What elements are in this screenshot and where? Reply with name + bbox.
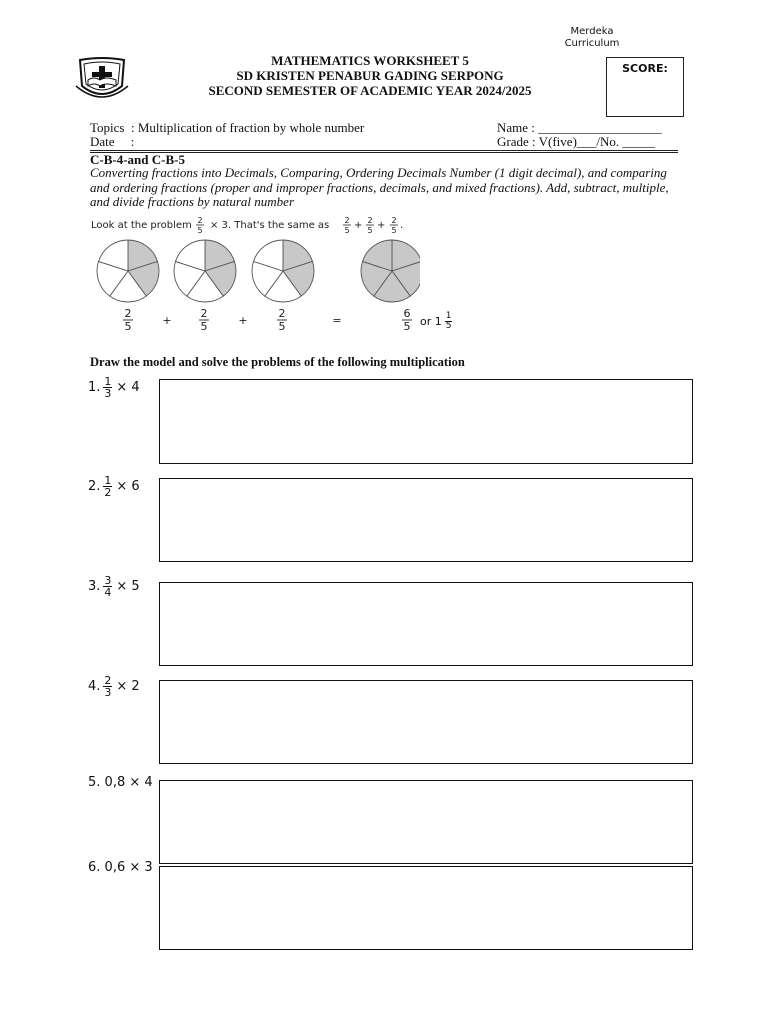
competency-codes: C-B-4-and C-B-5 [90,152,185,167]
answer-box-5[interactable] [159,780,693,864]
question-2: 2. $\frac{1}{2}$ × 6 [88,474,140,499]
svg-text:2: 2 [124,307,132,320]
svg-text:2: 2 [197,216,203,225]
example-mixed-result: or 1 $\frac{1}{5}$ [420,311,452,331]
school-name: SD KRISTEN PENABUR GADING SERPONG [236,68,504,83]
svg-text:5: 5 [278,320,286,332]
semester-title: SECOND SEMESTER OF ACADEMIC YEAR 2024/2025 [208,83,532,98]
question-4: 4. $\frac{2}{3}$ × 2 [88,674,140,699]
svg-text:2: 2 [344,216,350,225]
score-label: SCORE: [622,62,668,75]
svg-text:5: 5 [124,320,132,332]
instruction: Draw the model and solve the problems of the following multiplication [90,355,465,369]
svg-text:5: 5 [403,320,411,332]
svg-text:2: 2 [278,307,286,320]
svg-text:2: 2 [391,216,397,225]
topics-line: Topics : Multiplication of fraction by whole number [90,120,365,135]
svg-text:5: 5 [344,226,350,235]
svg-text:.: . [400,220,404,231]
fraction-pie-models [97,240,420,302]
answer-box-2[interactable] [159,478,693,562]
svg-text:5: 5 [197,226,203,235]
score-box[interactable] [606,57,684,117]
answer-box-3[interactable] [159,582,693,666]
answer-box-1[interactable] [159,379,693,464]
svg-text:5: 5 [200,320,208,332]
question-6: 6. 0,6 × 3 [88,860,153,875]
svg-text:2: 2 [200,307,208,320]
svg-text:+: + [377,220,386,231]
svg-text:2: 2 [367,216,373,225]
example-times: × 3. That's the same as [210,220,330,231]
header-divider [90,150,678,151]
name-line[interactable]: Name : ___________________ [497,120,662,135]
curriculum-label: Merdeka Curriculum [564,26,620,49]
worked-example [90,214,420,332]
example-plus-2: + [238,314,248,327]
svg-text:5: 5 [391,226,397,235]
example-equals: = [332,314,342,327]
svg-text:6: 6 [403,307,411,320]
learning-objective: Converting fractions into Decimals, Comparing, Ordering Decimals Number (1 digit decimal), and comparing and ordering fractions (proper and improper fractions, decimals, and mixed fractions). Add, subtract, multiple, and divide fractions by natural number [90,165,669,209]
svg-text:5: 5 [367,226,373,235]
answer-box-6[interactable] [159,866,693,950]
answer-box-4[interactable] [159,680,693,764]
question-3: 3. $\frac{3}{4}$ × 5 [88,574,140,599]
example-intro: Look at the problem [91,220,192,231]
question-5: 5. 0,8 × 4 [88,775,153,790]
date-line[interactable]: Date : [90,134,135,149]
grade-line[interactable]: Grade : V(five)___/No. _____ [497,134,655,149]
example-plus-1: + [162,314,172,327]
question-1: 1. $\frac{1}{3}$ × 4 [88,375,140,400]
worksheet-title: MATHEMATICS WORKSHEET 5 [271,53,469,68]
school-logo [74,56,130,104]
svg-text:+: + [354,220,363,231]
